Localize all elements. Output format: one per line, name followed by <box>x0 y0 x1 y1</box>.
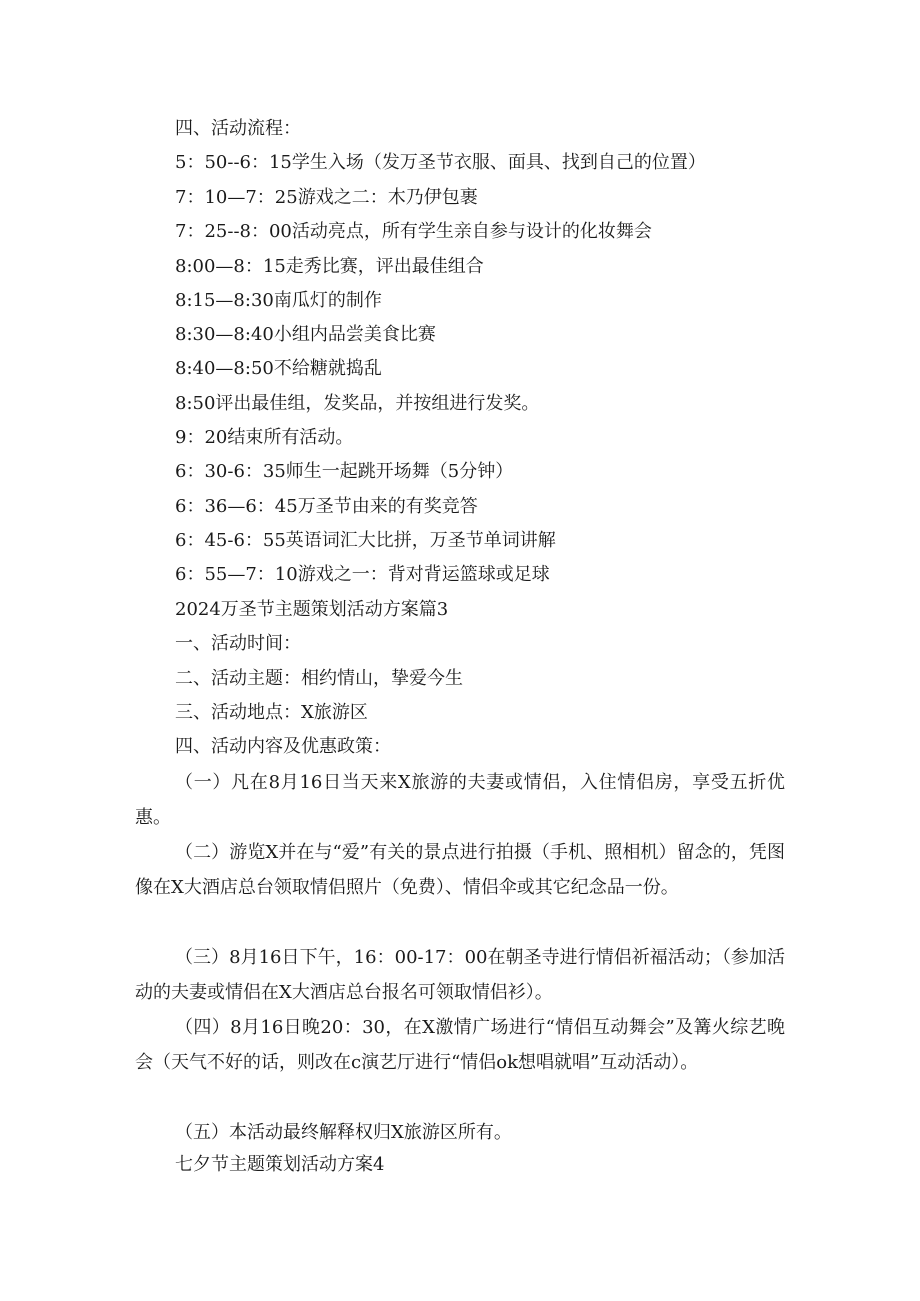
schedule-item: 5：50--6：15学生入场（发万圣节衣服、面具、找到自己的位置） <box>175 152 706 173</box>
schedule-item: 7：25--8：00活动亮点，所有学生亲自参与设计的化妆舞会 <box>175 221 652 242</box>
policy-paragraph-5: （五）本活动最终解释权归X旅游区所有。 <box>175 1122 512 1143</box>
schedule-item: 8:40—8:50不给糖就捣乱 <box>175 358 382 379</box>
policy-paragraph-2: （二）游览X并在与“爱”有关的景点进行拍摄（手机、照相机）留念的，凭图像在X大酒店总台领取情侣照片（免费）、情侣伞或其它纪念品一份。 <box>135 842 785 898</box>
schedule-item: 6：30-6：35师生一起跳开场舞（5分钟） <box>175 461 514 482</box>
schedule-item: 8:15—8:30南瓜灯的制作 <box>175 290 382 311</box>
section-title: 2024万圣节主题策划活动方案篇3 <box>175 599 449 620</box>
content-heading: 四、活动内容及优惠政策： <box>175 736 391 757</box>
schedule-item: 8:30—8:40小组内品尝美食比赛 <box>175 324 436 345</box>
schedule-item: 8:00—8：15走秀比赛，评出最佳组合 <box>175 256 484 277</box>
schedule-item: 6：45-6：55英语词汇大比拼，万圣节单词讲解 <box>175 530 556 551</box>
activity-theme: 二、活动主题：相约情山，挚爱今生 <box>175 668 463 689</box>
policy-paragraph-1: （一）凡在8月16日当天来X旅游的夫妻或情侣，入住情侣房，享受五折优惠。 <box>135 772 785 828</box>
next-section-title: 七夕节主题策划活动方案4 <box>175 1154 385 1175</box>
schedule-heading: 四、活动流程： <box>175 118 301 139</box>
activity-place: 三、活动地点：X旅游区 <box>175 702 368 723</box>
schedule-item: 7：10—7：25游戏之二：木乃伊包裹 <box>175 187 478 208</box>
schedule-item: 8:50评出最佳组，发奖品，并按组进行发奖。 <box>175 393 540 414</box>
schedule-item: 6：55—7：10游戏之一：背对背运篮球或足球 <box>175 564 550 585</box>
policy-paragraph-4: （四）8月16日晚20：30，在X激情广场进行“情侣互动舞会”及篝火综艺晚会（天气不好的话，则改在c演艺厅进行“情侣ok想唱就唱”互动活动）。 <box>135 1017 785 1073</box>
schedule-item: 6：36—6：45万圣节由来的有奖竞答 <box>175 496 478 517</box>
activity-time: 一、活动时间： <box>175 633 301 654</box>
policy-paragraph-3: （三）8月16日下午，16：00-17：00在朝圣寺进行情侣祈福活动；（参加活动的夫妻或情侣在X大酒店总台报名可领取情侣衫）。 <box>135 947 785 1003</box>
schedule-item: 9：20结束所有活动。 <box>175 427 354 448</box>
